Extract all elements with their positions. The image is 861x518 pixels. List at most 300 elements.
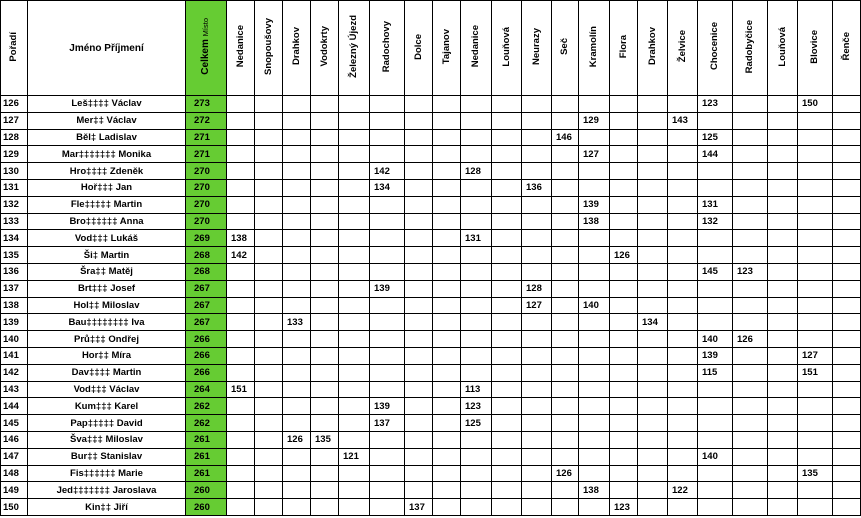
score-cell [283,381,311,398]
score-cell: 142 [227,247,255,264]
score-cell [733,314,768,331]
score-cell [579,381,610,398]
score-cell [579,163,610,180]
score-cell [255,431,283,448]
score-cell: 129 [579,112,610,129]
score-cell [433,297,461,314]
score-cell: 126 [283,431,311,448]
score-cell: 138 [227,230,255,247]
score-cell [668,297,698,314]
score-cell [768,415,798,432]
score-cell [433,163,461,180]
score-cell [461,280,492,297]
score-cell [638,499,668,516]
score-cell [405,381,433,398]
score-cell [405,398,433,415]
rank-cell: 128 [1,129,28,146]
name-header: Jméno Příjmení [28,1,186,96]
score-cell [433,364,461,381]
rank-cell: 138 [1,297,28,314]
score-cell: 125 [698,129,733,146]
score-cell [370,465,405,482]
score-cell [492,381,522,398]
score-cell [283,196,311,213]
score-cell [668,331,698,348]
score-cell [492,112,522,129]
score-cell [668,263,698,280]
score-cell [433,112,461,129]
table-row [1,247,861,264]
score-cell [227,431,255,448]
score-cell [552,448,579,465]
score-cell [339,465,370,482]
score-cell [370,230,405,247]
table-row [1,448,861,465]
score-cell [370,364,405,381]
score-cell [552,331,579,348]
score-cell [492,482,522,499]
score-cell [733,297,768,314]
score-cell [668,96,698,113]
score-cell [638,381,668,398]
score-cell [638,196,668,213]
score-cell [311,112,339,129]
score-cell [433,331,461,348]
total-cell: 267 [186,280,227,297]
total-cell: 268 [186,247,227,264]
score-cell [833,247,861,264]
score-cell [579,347,610,364]
score-cell [461,448,492,465]
score-cell [798,129,833,146]
score-cell [227,112,255,129]
score-cell [610,163,638,180]
table-row [1,381,861,398]
score-cell [698,314,733,331]
table-row [1,297,861,314]
score-cell [311,196,339,213]
score-cell [405,465,433,482]
score-cell [311,297,339,314]
score-cell [461,146,492,163]
score-cell [698,415,733,432]
score-cell [733,448,768,465]
score-cell [311,280,339,297]
score-cell: 143 [668,112,698,129]
race-header: Neurazy [522,1,552,96]
name-cell: Šva‡‡‡ Miloslav [28,431,186,448]
total-header: Celkem Místo [186,1,227,96]
score-cell [405,163,433,180]
score-cell: 123 [610,499,638,516]
table-row [1,347,861,364]
score-cell [433,96,461,113]
rank-cell: 150 [1,499,28,516]
score-cell [833,364,861,381]
score-cell [668,196,698,213]
score-cell [522,347,552,364]
score-cell [370,196,405,213]
score-cell [433,448,461,465]
score-cell [492,331,522,348]
score-cell [283,146,311,163]
race-header: Louňová [768,1,798,96]
score-cell: 132 [698,213,733,230]
score-cell [339,179,370,196]
score-cell [579,415,610,432]
score-cell [610,398,638,415]
rank-cell: 139 [1,314,28,331]
score-cell [283,179,311,196]
score-cell [227,179,255,196]
score-cell [552,146,579,163]
score-cell [227,499,255,516]
score-cell [461,431,492,448]
rank-cell: 132 [1,196,28,213]
score-cell [433,314,461,331]
total-cell: 273 [186,96,227,113]
score-cell [698,398,733,415]
score-cell [798,263,833,280]
score-cell [638,448,668,465]
score-cell [405,112,433,129]
score-cell [733,482,768,499]
score-cell [733,465,768,482]
rank-cell: 134 [1,230,28,247]
rank-cell: 148 [1,465,28,482]
score-cell [798,112,833,129]
score-cell [668,230,698,247]
score-cell [339,146,370,163]
score-cell: 137 [370,415,405,432]
score-cell [798,230,833,247]
score-cell [552,431,579,448]
score-cell [798,196,833,213]
name-cell: Dav‡‡‡‡ Martin [28,364,186,381]
rank-cell: 129 [1,146,28,163]
score-cell [461,179,492,196]
score-cell [522,448,552,465]
score-cell [798,213,833,230]
score-cell [255,482,283,499]
score-cell [733,163,768,180]
score-cell [768,499,798,516]
score-cell [311,482,339,499]
score-cell [370,314,405,331]
score-cell [638,482,668,499]
score-cell [698,247,733,264]
score-cell [283,263,311,280]
score-cell [768,213,798,230]
score-cell [405,196,433,213]
score-cell [311,213,339,230]
score-cell [552,364,579,381]
name-cell: Vod‡‡‡ Václav [28,381,186,398]
score-cell [798,247,833,264]
score-cell [833,179,861,196]
score-cell [283,398,311,415]
score-cell [255,247,283,264]
score-cell [227,482,255,499]
score-cell [283,112,311,129]
score-cell [833,196,861,213]
score-cell [610,196,638,213]
score-cell [492,347,522,364]
score-cell [339,112,370,129]
score-cell [339,381,370,398]
score-cell [311,465,339,482]
score-cell [492,163,522,180]
score-cell [405,415,433,432]
score-cell [522,482,552,499]
total-cell: 261 [186,431,227,448]
score-cell [638,96,668,113]
score-cell [433,499,461,516]
score-cell [668,431,698,448]
score-cell [255,129,283,146]
score-cell: 151 [798,364,833,381]
score-cell [405,347,433,364]
score-cell [798,381,833,398]
score-cell [405,482,433,499]
score-cell [433,465,461,482]
score-cell [668,179,698,196]
score-cell [733,146,768,163]
score-cell [283,482,311,499]
score-cell [283,96,311,113]
total-cell: 267 [186,297,227,314]
score-cell [552,482,579,499]
score-cell [311,163,339,180]
score-cell [610,129,638,146]
score-cell [227,146,255,163]
score-cell [768,163,798,180]
rank-cell: 143 [1,381,28,398]
score-cell [610,482,638,499]
table-row [1,415,861,432]
score-cell [833,448,861,465]
rank-cell: 126 [1,96,28,113]
score-cell [610,96,638,113]
race-header: Drahkov [638,1,668,96]
score-cell [768,112,798,129]
score-cell [733,415,768,432]
score-cell [339,247,370,264]
score-cell [833,146,861,163]
score-cell [339,263,370,280]
rank-cell: 145 [1,415,28,432]
score-cell [255,96,283,113]
score-cell [579,431,610,448]
score-cell [798,499,833,516]
score-cell [522,247,552,264]
score-cell [638,364,668,381]
score-cell: 145 [698,263,733,280]
race-header: Chocenice [698,1,733,96]
total-cell: 272 [186,112,227,129]
score-cell [227,398,255,415]
race-header: Seč [552,1,579,96]
score-cell [698,297,733,314]
score-cell [255,465,283,482]
score-cell [768,297,798,314]
score-cell [552,398,579,415]
score-cell [610,179,638,196]
score-cell [433,263,461,280]
score-cell [339,230,370,247]
table-row [1,96,861,113]
score-cell [698,499,733,516]
score-cell [370,213,405,230]
score-cell: 115 [698,364,733,381]
score-cell [339,129,370,146]
score-cell [339,196,370,213]
score-cell [733,213,768,230]
score-cell [433,347,461,364]
score-cell [405,146,433,163]
score-cell [461,112,492,129]
score-cell [339,331,370,348]
score-cell: 137 [405,499,433,516]
score-cell [552,96,579,113]
score-cell [311,96,339,113]
score-cell [638,129,668,146]
score-cell [610,112,638,129]
score-cell [638,247,668,264]
score-cell: 126 [610,247,638,264]
score-cell [833,112,861,129]
score-cell [638,112,668,129]
score-cell [461,263,492,280]
score-cell [552,230,579,247]
score-cell: 127 [579,146,610,163]
score-cell [283,448,311,465]
score-cell [255,398,283,415]
score-cell [227,364,255,381]
score-cell [768,129,798,146]
table-row [1,179,861,196]
total-cell: 262 [186,415,227,432]
score-cell [833,96,861,113]
score-cell: 127 [522,297,552,314]
score-cell [283,297,311,314]
score-cell [698,163,733,180]
score-cell [610,381,638,398]
score-cell [283,213,311,230]
score-cell [283,163,311,180]
rank-cell: 144 [1,398,28,415]
score-cell [798,398,833,415]
score-cell [668,415,698,432]
score-cell: 133 [283,314,311,331]
score-cell [405,96,433,113]
score-cell: 139 [698,347,733,364]
score-cell: 134 [370,179,405,196]
rank-cell: 142 [1,364,28,381]
score-cell [405,213,433,230]
score-cell [698,179,733,196]
score-cell [492,196,522,213]
score-cell [339,297,370,314]
score-cell: 138 [579,213,610,230]
score-cell: 126 [733,331,768,348]
race-header: Železný Újezd [339,1,370,96]
score-cell [733,499,768,516]
rank-cell: 137 [1,280,28,297]
score-cell [768,347,798,364]
score-cell [461,213,492,230]
score-cell [227,96,255,113]
score-cell: 123 [698,96,733,113]
score-cell [579,280,610,297]
score-cell [492,146,522,163]
score-cell [311,448,339,465]
score-cell: 113 [461,381,492,398]
score-cell [255,146,283,163]
score-cell [370,499,405,516]
score-cell [255,381,283,398]
score-cell [833,347,861,364]
score-cell [405,129,433,146]
score-cell [433,415,461,432]
score-cell [433,482,461,499]
score-cell [405,331,433,348]
race-header: Flora [610,1,638,96]
table-row [1,364,861,381]
score-cell [768,230,798,247]
score-cell [798,314,833,331]
score-cell [552,297,579,314]
score-cell [311,247,339,264]
name-cell: Hro‡‡‡‡ Zdeněk [28,163,186,180]
score-cell [370,263,405,280]
score-cell [610,431,638,448]
score-cell [339,398,370,415]
score-cell [579,465,610,482]
score-cell [255,196,283,213]
score-cell [255,314,283,331]
score-cell: 121 [339,448,370,465]
score-cell [461,196,492,213]
score-cell [610,415,638,432]
score-cell [610,213,638,230]
name-cell: Fle‡‡‡‡‡ Martin [28,196,186,213]
table-row [1,331,861,348]
score-cell [522,146,552,163]
score-cell [339,347,370,364]
score-cell [733,364,768,381]
score-cell [433,230,461,247]
score-cell [552,163,579,180]
score-cell [798,482,833,499]
score-cell [579,398,610,415]
name-cell: Hor‡‡ Míra [28,347,186,364]
score-cell [579,331,610,348]
score-cell [833,482,861,499]
score-cell [610,314,638,331]
rank-cell: 136 [1,263,28,280]
race-header: Tajanov [433,1,461,96]
total-cell: 264 [186,381,227,398]
table-row [1,163,861,180]
score-cell: 138 [579,482,610,499]
name-cell: Kin‡‡ Jiří [28,499,186,516]
score-cell [405,364,433,381]
score-cell [255,415,283,432]
score-cell [638,415,668,432]
score-cell [768,146,798,163]
race-header: Kramolín [579,1,610,96]
